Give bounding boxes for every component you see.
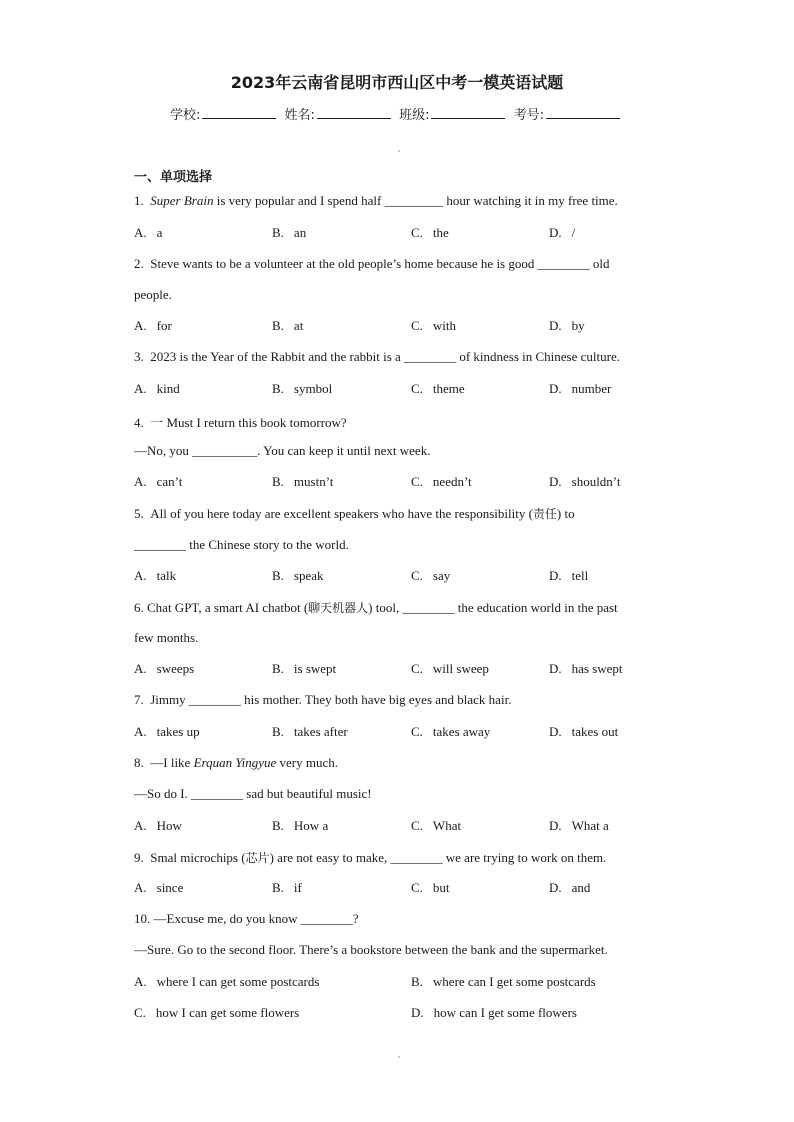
question-10-cont: —Sure. Go to the second floor. There’s a bookstore between the bank and the supermarket. bbox=[134, 942, 608, 957]
option-c[interactable]: C. say bbox=[411, 568, 451, 583]
option-b[interactable]: B. symbol bbox=[272, 381, 333, 396]
scan-dot bbox=[398, 150, 400, 152]
question-number: 1. bbox=[134, 193, 144, 208]
question-number: 7. bbox=[134, 692, 144, 707]
option-a[interactable]: A. where I can get some postcards bbox=[134, 974, 320, 989]
option-d[interactable]: D. tell bbox=[549, 568, 589, 583]
question-text: —I like bbox=[150, 755, 194, 770]
question-number: 10. bbox=[134, 911, 151, 926]
name-label: 姓名: bbox=[284, 108, 315, 123]
option-c[interactable]: C. takes away bbox=[411, 724, 491, 739]
question-text: Chat GPT, a smart AI chatbot ( bbox=[147, 600, 309, 615]
question-6-cont: few months. bbox=[134, 630, 199, 645]
option-d[interactable]: D. What a bbox=[549, 818, 609, 833]
option-b[interactable]: B. if bbox=[272, 880, 302, 895]
question-text: 2023 is the Year of the Rabbit and the rabbit is a ________ of kindness in Chinese culture. bbox=[150, 349, 620, 364]
option-b[interactable]: B. takes after bbox=[272, 724, 348, 739]
option-a[interactable]: A. talk bbox=[134, 568, 177, 583]
question-5-cont: ________ the Chinese story to the world. bbox=[134, 537, 349, 552]
question-italic-title: Super Brain bbox=[150, 193, 214, 208]
option-b[interactable]: B. an bbox=[272, 225, 307, 240]
question-4-cont: —No, you __________. You can keep it until next week. bbox=[134, 443, 431, 458]
option-d[interactable]: D. takes out bbox=[549, 724, 619, 739]
option-d[interactable]: D. / bbox=[549, 225, 576, 240]
class-label: 班级: bbox=[399, 108, 430, 123]
option-d[interactable]: D. number bbox=[549, 381, 612, 396]
option-a[interactable]: A. for bbox=[134, 318, 172, 333]
student-info-line bbox=[0, 104, 794, 123]
exam-number-blank bbox=[546, 106, 620, 119]
question-1 bbox=[134, 193, 618, 209]
question-text: Steve wants to be a volunteer at the old people’s home because he is good ________ old bbox=[150, 256, 610, 271]
chinese-gloss: 责任 bbox=[532, 507, 557, 521]
chinese-gloss: 聊天机器人 bbox=[308, 601, 369, 615]
name-blank bbox=[317, 106, 391, 119]
question-text: Jimmy ________ his mother. They both have big eyes and black hair. bbox=[150, 692, 512, 707]
option-c[interactable]: C. needn’t bbox=[411, 474, 472, 489]
question-number: 2. bbox=[134, 256, 144, 271]
question-text: very much. bbox=[276, 755, 338, 770]
option-c[interactable]: C. the bbox=[411, 225, 449, 240]
option-b[interactable]: B. where can I get some postcards bbox=[411, 974, 596, 989]
question-text: ) tool, ________ the education world in the past bbox=[368, 600, 618, 615]
option-d[interactable]: D. how can I get some flowers bbox=[411, 1005, 577, 1020]
question-text: 一 Must I return this book tomorrow? bbox=[150, 415, 347, 430]
option-a[interactable]: A. kind bbox=[134, 381, 180, 396]
option-d[interactable]: D. has swept bbox=[549, 661, 623, 676]
option-c[interactable]: C. with bbox=[411, 318, 457, 333]
question-number: 3. bbox=[134, 349, 144, 364]
question-number: 4. bbox=[134, 415, 144, 430]
option-b[interactable]: B. at bbox=[272, 318, 304, 333]
question-7 bbox=[134, 692, 511, 708]
option-d[interactable]: D. by bbox=[549, 318, 585, 333]
option-b[interactable]: B. is swept bbox=[272, 661, 337, 676]
question-text: All of you here today are excellent speakers who have the responsibility ( bbox=[150, 506, 533, 521]
question-text: ) to bbox=[556, 506, 575, 521]
question-9 bbox=[134, 849, 606, 866]
question-text: Smal microchips ( bbox=[150, 850, 246, 865]
page-title: 2023年云南省昆明市西山区中考一模英语试题 bbox=[230, 73, 564, 92]
option-b[interactable]: B. mustn’t bbox=[272, 474, 334, 489]
question-6 bbox=[134, 599, 618, 616]
option-c[interactable]: C. but bbox=[411, 880, 450, 895]
section-title: 一、单项选择 bbox=[134, 170, 213, 185]
option-a[interactable]: A. sweeps bbox=[134, 661, 195, 676]
question-10 bbox=[134, 911, 359, 927]
question-8 bbox=[134, 755, 338, 771]
question-8-cont: —So do I. ________ sad but beautiful music! bbox=[134, 786, 372, 801]
option-a[interactable]: A. a bbox=[134, 225, 163, 240]
option-d[interactable]: D. and bbox=[549, 880, 591, 895]
option-c[interactable]: C. What bbox=[411, 818, 462, 833]
option-a[interactable]: A. since bbox=[134, 880, 184, 895]
option-c[interactable]: C. theme bbox=[411, 381, 465, 396]
question-3 bbox=[134, 349, 620, 365]
option-a[interactable]: A. can’t bbox=[134, 474, 183, 489]
question-text: ) are not easy to make, ________ we are trying to work on them. bbox=[269, 850, 607, 865]
option-b[interactable]: B. How a bbox=[272, 818, 329, 833]
school-label: 学校: bbox=[170, 108, 201, 123]
option-a[interactable]: A. How bbox=[134, 818, 182, 833]
question-italic-title: Erquan Yingyue bbox=[193, 755, 277, 770]
question-4 bbox=[134, 412, 347, 431]
question-number: 8. bbox=[134, 755, 144, 770]
option-c[interactable]: C. how I can get some flowers bbox=[134, 1005, 300, 1020]
question-5 bbox=[134, 505, 575, 522]
question-text: —Excuse me, do you know ________? bbox=[153, 911, 359, 926]
option-b[interactable]: B. speak bbox=[272, 568, 324, 583]
question-number: 9. bbox=[134, 850, 144, 865]
question-2-cont: people. bbox=[134, 287, 172, 302]
option-c[interactable]: C. will sweep bbox=[411, 661, 489, 676]
question-2 bbox=[134, 256, 609, 272]
question-number: 6. bbox=[134, 600, 144, 615]
scan-dot bbox=[398, 1056, 400, 1058]
option-a[interactable]: A. takes up bbox=[134, 724, 200, 739]
class-blank bbox=[431, 106, 505, 119]
chinese-gloss: 芯片 bbox=[245, 851, 270, 865]
option-d[interactable]: D. shouldn’t bbox=[549, 474, 621, 489]
question-number: 5. bbox=[134, 506, 144, 521]
school-blank bbox=[202, 106, 276, 119]
exam-number-label: 考号: bbox=[513, 108, 544, 123]
question-text: is very popular and I spend half _________ hour watching it in my free time. bbox=[213, 193, 618, 208]
